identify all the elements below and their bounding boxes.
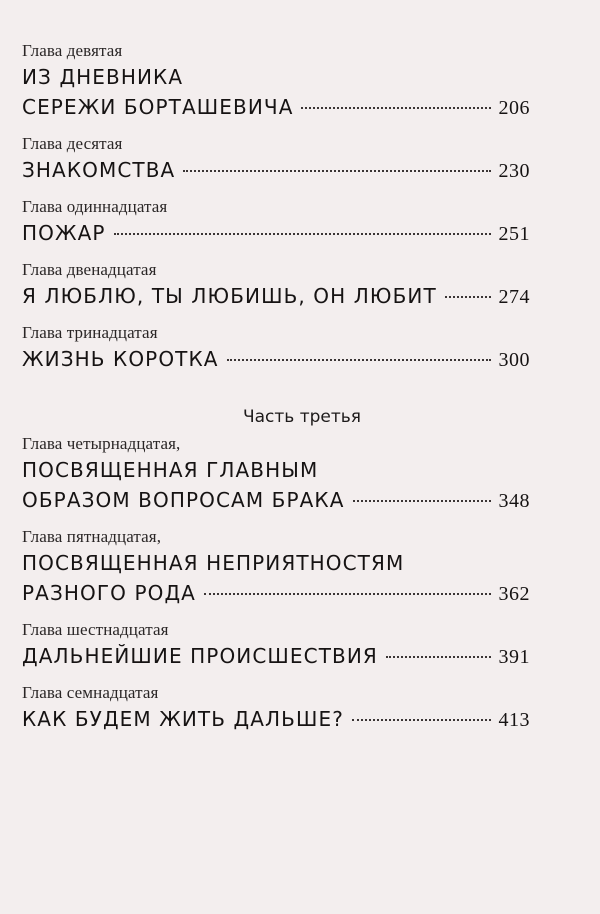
page-number: 251 xyxy=(498,223,530,245)
chapter-title-text: Я ЛЮБЛЮ, ТЫ ЛЮБИШЬ, ОН ЛЮБИТ xyxy=(22,284,437,308)
chapter-title-last-line xyxy=(22,704,530,735)
dot-leader xyxy=(301,107,490,109)
dot-leader xyxy=(204,593,491,595)
page-number: 391 xyxy=(498,646,530,668)
chapter-label: Глава четырнадцатая, xyxy=(22,434,181,453)
dot-leader xyxy=(352,719,491,721)
chapter-title-line: ПОСВЯЩЕННАЯ ГЛАВНЫМ xyxy=(22,458,319,482)
chapter-label: Глава девятая xyxy=(22,41,123,60)
toc-entry-ch15 xyxy=(22,526,530,609)
toc-entry-ch16 xyxy=(22,619,530,672)
page-number: 348 xyxy=(498,490,530,512)
chapter-title-last-line xyxy=(22,92,530,123)
toc-entry-ch13 xyxy=(22,322,530,375)
part-heading: Часть третья xyxy=(242,407,362,427)
page-number: 206 xyxy=(498,97,530,119)
chapter-title-line: ПОСВЯЩЕННАЯ НЕПРИЯТНОСТЯМ xyxy=(22,551,405,575)
chapter-label: Глава тринадцатая xyxy=(22,323,158,342)
chapter-title-text: ЖИЗНЬ КОРОТКА xyxy=(22,347,219,371)
chapter-label: Глава шестнадцатая xyxy=(22,620,169,639)
dot-leader xyxy=(227,359,491,361)
chapter-title-last-line xyxy=(22,485,530,516)
page-number: 274 xyxy=(498,286,530,308)
toc-entry-ch9 xyxy=(22,40,530,123)
dot-leader xyxy=(114,233,491,235)
chapter-label: Глава десятая xyxy=(22,134,123,153)
page-number: 362 xyxy=(498,583,530,605)
chapter-title-last-line xyxy=(22,641,530,672)
chapter-title-last-line xyxy=(22,155,530,186)
chapter-title-text: ЗНАКОМСТВА xyxy=(22,158,176,182)
chapter-title-last-line xyxy=(22,578,530,609)
chapter-title-text: КАК БУДЕМ ЖИТЬ ДАЛЬШЕ? xyxy=(22,707,344,731)
dot-leader xyxy=(183,170,490,172)
chapter-title-line: ИЗ ДНЕВНИКА xyxy=(22,65,184,89)
dot-leader xyxy=(353,500,491,502)
toc-entry-ch12 xyxy=(22,259,530,312)
chapter-label: Глава одиннадцатая xyxy=(22,197,168,216)
dot-leader xyxy=(386,656,491,658)
chapter-title-text: РАЗНОГО РОДА xyxy=(22,581,196,605)
table-of-contents xyxy=(22,40,530,745)
chapter-title-text: ОБРАЗОМ ВОПРОСАМ БРАКА xyxy=(22,488,345,512)
chapter-title-text: СЕРЕЖИ БОРТАШЕВИЧА xyxy=(22,95,294,119)
chapter-label: Глава пятнадцатая, xyxy=(22,527,162,546)
toc-entry-ch14 xyxy=(22,433,530,516)
chapter-label: Глава семнадцатая xyxy=(22,683,159,702)
chapter-title-last-line xyxy=(22,218,530,249)
page-number: 230 xyxy=(498,160,530,182)
chapter-title-text: ПОЖАР xyxy=(22,221,106,245)
chapter-title-last-line xyxy=(22,281,530,312)
page-number: 413 xyxy=(498,709,530,731)
toc-entry-ch10 xyxy=(22,133,530,186)
toc-entry-ch17 xyxy=(22,682,530,735)
chapter-title-last-line xyxy=(22,344,530,375)
toc-entry-ch11 xyxy=(22,196,530,249)
dot-leader xyxy=(445,296,491,298)
chapter-label: Глава двенадцатая xyxy=(22,260,157,279)
chapter-title-text: ДАЛЬНЕЙШИЕ ПРОИСШЕСТВИЯ xyxy=(22,644,378,668)
page-number: 300 xyxy=(498,349,530,371)
